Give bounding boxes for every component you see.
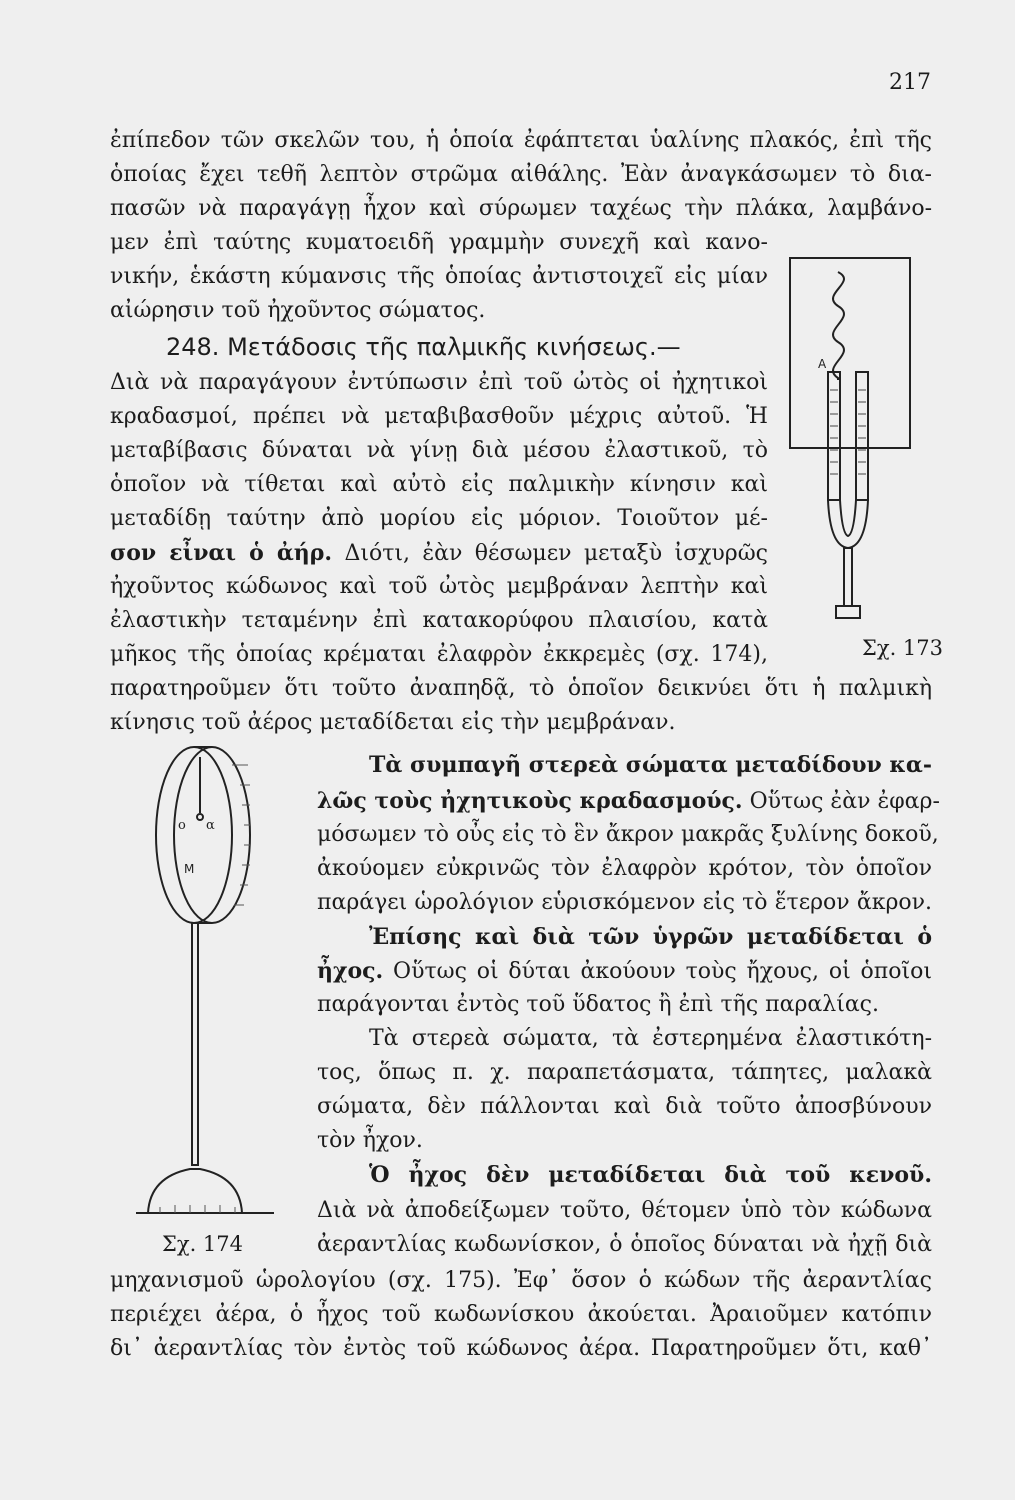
text-line: μηχανισμοῦ ὡρολογίου (σχ. 175). Ἐφ᾽ ὅσον ὁ κώδων τῆς ἀεραντλίας [110,1268,932,1293]
text-line: Διὰ νὰ παραγάγουν ἐντύπωσιν ἐπὶ τοῦ ὠτὸς οἱ ἠχητικοὶ [110,370,768,395]
text-line: λῶς τοὺς ἠχητικοὺς κραδασμούς. Οὕτως ἐὰν ἐφαρ- [317,788,940,814]
label-a: α [206,818,215,833]
text-line: τὸν ἦχον. [317,1128,423,1153]
text-line: σώματα, δὲν πάλλονται καὶ διὰ τοῦτο ἀποσβύνουν [317,1094,932,1119]
bold-line: Τὰ συμπαγῆ στερεὰ σώματα μεταδίδουν κα- [369,752,932,778]
membrane-frame [156,747,232,923]
stand-rod [192,923,198,1165]
section-heading: 248. Μετάδοσις τῆς παλμικῆς κινήσεως.— [166,333,681,361]
text-line: ἀκούομεν εὐκρινῶς τὸν ἐλαφρὸν κρότον, τὸν ὁποῖον [317,856,932,881]
text-line: ὁποίας ἔχει τεθῆ λεπτὸν στρῶμα αἰθάλης. Ἐὰν ἀναγκάσωμεν τὸ δια- [110,162,932,187]
pendulum-ball [197,814,203,820]
text-line: παράγει ὡρολόγιον εὑρισκόμενον εἰς τὸ ἕτερον ἄκρον. [317,890,932,915]
text-line: παρατηροῦμεν ὅτι τοῦτο ἀναπηδᾷ, τὸ ὁποῖον δεικνύει ὅτι ἡ παλμικὴ [110,676,932,701]
text-line: νικήν, ἑκάστη κύμανσις τῆς ὁποίας ἀντιστοιχεῖ εἰς μίαν [110,264,768,289]
text-line: ὁποῖον νὰ τίθεται καὶ αὐτὸ εἰς παλμικὴν κίνησιν καὶ [110,472,768,497]
text-line: κίνησις τοῦ ἀέρος μεταδίδεται εἰς τὴν μεμβράναν. [110,710,676,735]
text-line: ἦχος. Οὕτως οἱ δύται ἀκούουν τοὺς ἤχους, οἱ ὁποῖοι [317,958,932,984]
text-line: παράγονται ἐντὸς τοῦ ὕδατος ἢ ἐπὶ τῆς παραλίας. [317,992,879,1017]
label-o: ο [178,818,186,833]
glass-plate [790,258,910,448]
text-line: Τὰ στερεὰ σώματα, τὰ ἐστερημένα ἐλαστικότη- [369,1026,932,1051]
text-line: μεταδίδῃ ταύτην ἀπὸ μορίου εἰς μόριον. Τοιοῦτον μέ- [110,506,768,531]
text-line: περιέχει ἀέρα, ὁ ἦχος τοῦ κωδωνίσκου ἀκούεται. Ἀραιοῦμεν κατόπιν [110,1302,932,1327]
text-line: μῆκος τῆς ὁποίας κρέμαται ἐλαφρὸν ἐκκρεμὲς (σχ. 174), [110,642,768,667]
figure-173-caption: Σχ. 173 [862,636,944,660]
page-number: 217 [889,70,931,95]
text-line: ἐλαστικὴν τεταμένην ἐπὶ κατακορύφου πλαισίου, κατὰ [110,608,768,633]
text-line: σον εἶναι ὁ ἀήρ. Διότι, ἐὰν θέσωμεν μεταξὺ ἰσχυρῶς [110,540,768,566]
text-line: δι᾽ ἀεραντλίας τὸν ἐντὸς τοῦ κώδωνος ἀέρα. Παρατηροῦμεν ὅτι, καθ᾽ [110,1336,932,1361]
text-line: Διὰ νὰ ἀποδείξωμεν τοῦτο, θέτομεν ὑπὸ τὸν κώδωνα [317,1198,932,1223]
text-line: τος, ὅπως π. χ. παραπετάσματα, τάπητες, μαλακὰ [317,1060,932,1085]
text-line: αἰώρησιν τοῦ ἠχοῦντος σώματος. [110,298,486,323]
text-line: ἐπίπεδον τῶν σκελῶν του, ἡ ὁποία ἐφάπτεται ὑαλίνης πλακός, ἐπὶ τῆς [110,128,932,153]
label-a: Α [818,357,827,371]
text-line: μεταβίβασις δύναται νὰ γίνῃ διὰ μέσου ἐλαστικοῦ, τὸ [110,438,768,463]
stand-base [148,1169,242,1213]
figure-173-tuning-fork [780,250,920,640]
text-line: ἠχοῦντος κώδωνος καὶ τοῦ ὠτὸς μεμβράναν λεπτὴν καὶ [110,574,768,599]
text-line: κραδασμοί, πρέπει νὰ μεταβιβασθοῦν μέχρις αὐτοῦ. Ἡ [110,404,768,429]
membrane-frame-back [174,747,250,923]
bold-phrase: σον εἶναι ὁ ἀήρ. [110,540,333,566]
figure-174-caption: Σχ. 174 [162,1232,244,1256]
text-line: πασῶν νὰ παραγάγῃ ἦχον καὶ σύρωμεν ταχέως τὴν πλάκα, λαμβάνο- [110,196,932,221]
text-line: μεν ἐπὶ ταύτης κυματοειδῆ γραμμὴν συνεχῆ καὶ κανο- [110,230,768,255]
text-line: μόσωμεν τὸ οὖς εἰς τὸ ἓν ἄκρον μακρᾶς ξυλίνης δοκοῦ, [317,822,939,847]
figure-174-membrane-stand [130,745,280,1225]
label-m: Μ [184,862,195,876]
bold-line: Ἐπίσης καὶ διὰ τῶν ὑγρῶν μεταδίδεται ὁ [369,924,932,950]
wave-trace [833,272,844,380]
bold-line: Ὁ ἦχος δὲν μεταδίδεται διὰ τοῦ κενοῦ. [369,1162,932,1188]
text-line: ἀεραντλίας κωδωνίσκον, ὁ ὁποῖος δύναται νὰ ἠχῇ διὰ [317,1232,932,1257]
